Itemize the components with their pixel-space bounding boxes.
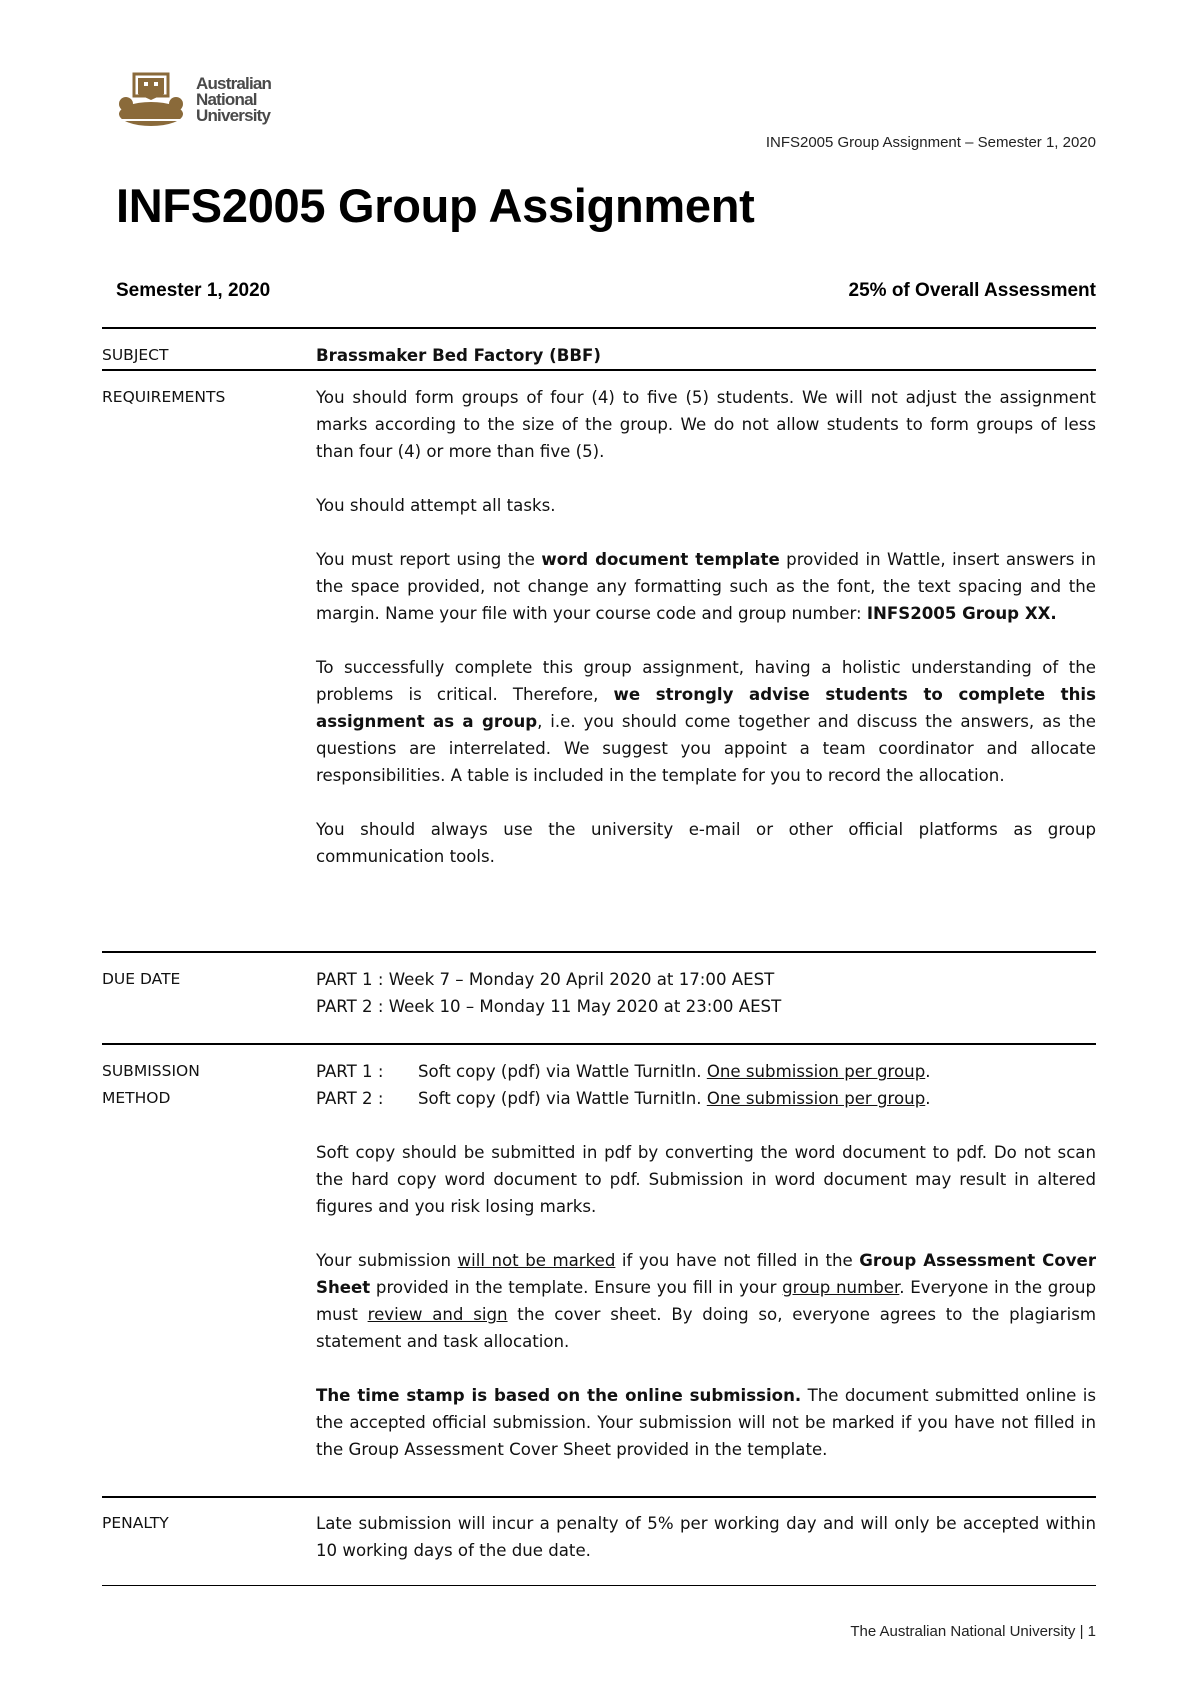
requirements-row — [102, 384, 1096, 870]
subheading — [116, 280, 1096, 302]
underlined-text: group number — [782, 1278, 900, 1297]
subject-row — [102, 342, 1096, 369]
anu-wordmark — [196, 76, 271, 124]
text-span: To successfully complete this group assignment, having a holistic understanding of the problems is critical. Therefore, — [316, 658, 1096, 704]
divider — [102, 1043, 1096, 1045]
requirements-paragraph: You should attempt all tasks. — [316, 496, 556, 515]
due-date-row — [102, 966, 1096, 1020]
text-span: Your submission — [316, 1251, 458, 1270]
part-text: Soft copy (pdf) via Wattle TurnitIn. One submission per group. — [418, 1089, 931, 1108]
requirements-paragraph — [316, 546, 1096, 627]
requirements-paragraph: You should always use the university e-mail or other official platforms as group communication tools. — [316, 820, 1096, 866]
underlined-text: One submission per group — [706, 1062, 926, 1081]
submission-label — [102, 1058, 316, 1463]
text-span: provided in Wattle, insert answers in the space provided, not change any formatting such as the font, the text spacing and the margin. Name your file with your course code and group number: — [316, 550, 1096, 623]
page-footer: The Australian National University | 1 — [850, 1623, 1096, 1640]
anu-crest-icon — [114, 70, 188, 130]
running-header: INFS2005 Group Assignment – Semester 1, 2020 — [765, 134, 1096, 151]
bold-span: The time stamp is based on the online submission. — [316, 1386, 802, 1405]
subject-label: SUBJECT — [102, 346, 169, 364]
due-date-part-2: PART 2 : Week 10 – Monday 11 May 2020 at 23:00 AEST — [316, 997, 782, 1016]
submission-paragraph — [316, 1247, 1096, 1355]
penalty-text: Late submission will incur a penalty of 5% per working day and will only be accepted within 10 working days of the due date. — [316, 1514, 1096, 1560]
anu-logo — [114, 70, 271, 130]
text-span: Soft copy (pdf) via Wattle TurnitIn. — [418, 1062, 707, 1081]
penalty-label: PENALTY — [102, 1514, 169, 1532]
submission-label-line: METHOD — [102, 1089, 171, 1107]
requirements-paragraph — [316, 654, 1096, 789]
requirements-paragraph: You should form groups of four (4) to five (5) students. We will not adjust the assignment marks according to the size of the group. We do not allow students to form groups of less than four (4) or more than five (5). — [316, 388, 1096, 461]
due-date-content — [316, 966, 1096, 1020]
divider — [102, 951, 1096, 953]
subject-name: Brassmaker Bed Factory (BBF) — [316, 346, 601, 365]
text-span: The document submitted online is the accepted official submission. Your submission will not be marked if you have not filled in the Group Assessment Cover Sheet provided in the template. — [316, 1386, 1096, 1459]
text-span: if you have not filled in the — [615, 1251, 860, 1270]
underlined-text: review and sign — [367, 1305, 508, 1324]
logo-line-1: Australian — [196, 74, 272, 93]
submission-paragraph: Soft copy should be submitted in pdf by converting the word document to pdf. Do not scan the hard copy word document to pdf. Submission in word document may result in altered figures and you risk losing marks. — [316, 1143, 1096, 1216]
due-date-part-1: PART 1 : Week 7 – Monday 20 April 2020 at 17:00 AEST — [316, 970, 775, 989]
requirements-content — [316, 384, 1096, 870]
logo-line-2: National — [196, 90, 257, 109]
bold-span: we strongly advise students to complete this assignment as a group — [316, 685, 1096, 731]
text-span: You must report using the — [316, 550, 542, 569]
text-span: , i.e. you should come together and discuss the answers, as the questions are interrelated. We suggest you appoint a team coordinator and allocate responsibilities. A table is included in the template for you to record the allocation. — [316, 712, 1096, 785]
text-span: Soft copy (pdf) via Wattle TurnitIn. — [418, 1089, 707, 1108]
semester-label: Semester 1, 2020 — [116, 280, 271, 301]
submission-paragraph — [316, 1382, 1096, 1463]
subject-value — [316, 342, 1096, 369]
text-span: . Everyone in the group must — [316, 1278, 1096, 1324]
submission-content — [316, 1058, 1096, 1463]
divider — [102, 369, 1096, 371]
due-date-label: DUE DATE — [102, 970, 181, 988]
part-label: PART 1 : — [316, 1062, 384, 1081]
penalty-row — [102, 1510, 1096, 1564]
underlined-text: will not be marked — [457, 1251, 616, 1270]
bold-span: Group Assessment Cover Sheet — [316, 1251, 1096, 1297]
requirements-label: REQUIREMENTS — [102, 388, 226, 406]
text-span: the cover sheet. By doing so, everyone agrees to the plagiarism statement and task allocation. — [316, 1305, 1097, 1351]
divider — [102, 327, 1096, 329]
submission-part-2 — [316, 1085, 1096, 1112]
submission-label-line: SUBMISSION — [102, 1062, 200, 1080]
underlined-text: One submission per group — [706, 1089, 926, 1108]
logo-line-3: University — [196, 106, 271, 125]
submission-part-1 — [316, 1058, 1096, 1085]
submission-row — [102, 1058, 1096, 1463]
divider — [102, 1585, 1096, 1586]
bold-span: INFS2005 Group XX. — [866, 604, 1057, 623]
page-title: INFS2005 Group Assignment — [116, 179, 755, 232]
text-span: provided in the template. Ensure you fill in your — [370, 1278, 783, 1297]
bold-span: word document template — [541, 550, 780, 569]
assessment-weight: 25% of Overall Assessment — [848, 280, 1096, 301]
part-label: PART 2 : — [316, 1089, 384, 1108]
part-text: Soft copy (pdf) via Wattle TurnitIn. One submission per group. — [418, 1062, 931, 1081]
divider — [102, 1496, 1096, 1498]
